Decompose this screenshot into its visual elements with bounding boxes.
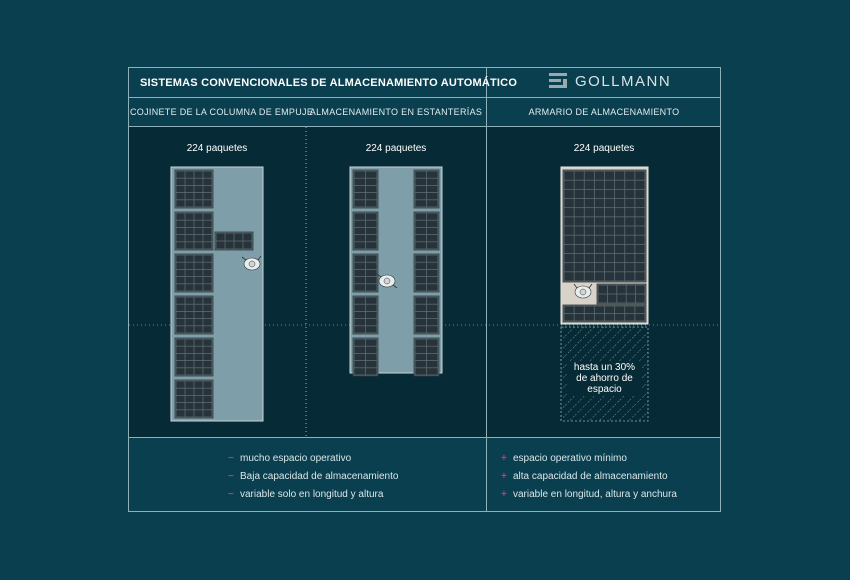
con-text: Baja capacidad de almacenamiento bbox=[240, 471, 399, 482]
pro-item bbox=[501, 453, 627, 464]
con-item bbox=[228, 489, 383, 500]
plus-icon: + bbox=[501, 453, 507, 464]
storage-rack bbox=[175, 338, 213, 376]
storage-rack bbox=[353, 170, 378, 208]
storage-rack bbox=[175, 296, 213, 334]
brand-name: GOLLMANN bbox=[575, 73, 672, 90]
plus-icon: + bbox=[501, 471, 507, 482]
pro-text: variable en longitud, altura y anchura bbox=[513, 489, 677, 500]
column-label-push: COJINETE DE LA COLUMNA DE EMPUJE bbox=[130, 107, 314, 117]
con-item bbox=[228, 471, 398, 482]
savings-line: hasta un 30% bbox=[573, 362, 636, 373]
savings-label bbox=[567, 361, 642, 396]
gollmann-logo-icon bbox=[549, 73, 567, 88]
storage-rack bbox=[353, 212, 378, 250]
layout-push-column bbox=[171, 167, 263, 421]
pro-text: alta capacidad de almacenamiento bbox=[513, 471, 668, 482]
storage-rack bbox=[353, 338, 378, 376]
plus-icon: + bbox=[501, 489, 507, 500]
pro-item bbox=[501, 489, 677, 500]
storage-rack bbox=[563, 305, 646, 322]
column-label-cabinet: ARMARIO DE ALMACENAMIENTO bbox=[528, 107, 680, 117]
minus-icon: − bbox=[228, 471, 234, 482]
minus-icon: − bbox=[228, 453, 234, 464]
storage-rack bbox=[414, 254, 439, 292]
savings-line: espacio bbox=[587, 384, 622, 395]
column-label-shelving: ALMACENAMIENTO EN ESTANTERÍAS bbox=[309, 107, 483, 117]
storage-rack bbox=[414, 296, 439, 334]
package-count: 224 paquetes bbox=[186, 143, 248, 154]
storage-rack bbox=[175, 212, 213, 250]
storage-rack bbox=[215, 232, 253, 250]
storage-rack bbox=[175, 254, 213, 292]
storage-rack bbox=[414, 170, 439, 208]
package-count: 224 paquetes bbox=[573, 143, 635, 154]
storage-rack bbox=[563, 170, 646, 282]
package-count: 224 paquetes bbox=[365, 143, 427, 154]
con-item bbox=[228, 453, 351, 464]
page-title: SISTEMAS CONVENCIONALES DE ALMACENAMIENTO AUTOMÁTICO bbox=[140, 77, 518, 89]
storage-rack bbox=[414, 212, 439, 250]
storage-rack bbox=[353, 296, 378, 334]
pro-item bbox=[501, 471, 668, 482]
con-text: mucho espacio operativo bbox=[240, 453, 352, 464]
storage-rack bbox=[175, 380, 213, 418]
pro-text: espacio operativo mínimo bbox=[513, 453, 627, 464]
minus-icon: − bbox=[228, 489, 234, 500]
storage-rack bbox=[597, 284, 646, 304]
savings-line: de ahorro de bbox=[576, 373, 633, 384]
storage-rack bbox=[353, 254, 378, 292]
con-text: variable solo en longitud y altura bbox=[240, 489, 384, 500]
storage-rack bbox=[175, 170, 213, 208]
storage-rack bbox=[414, 338, 439, 376]
layout-shelving bbox=[350, 167, 442, 376]
